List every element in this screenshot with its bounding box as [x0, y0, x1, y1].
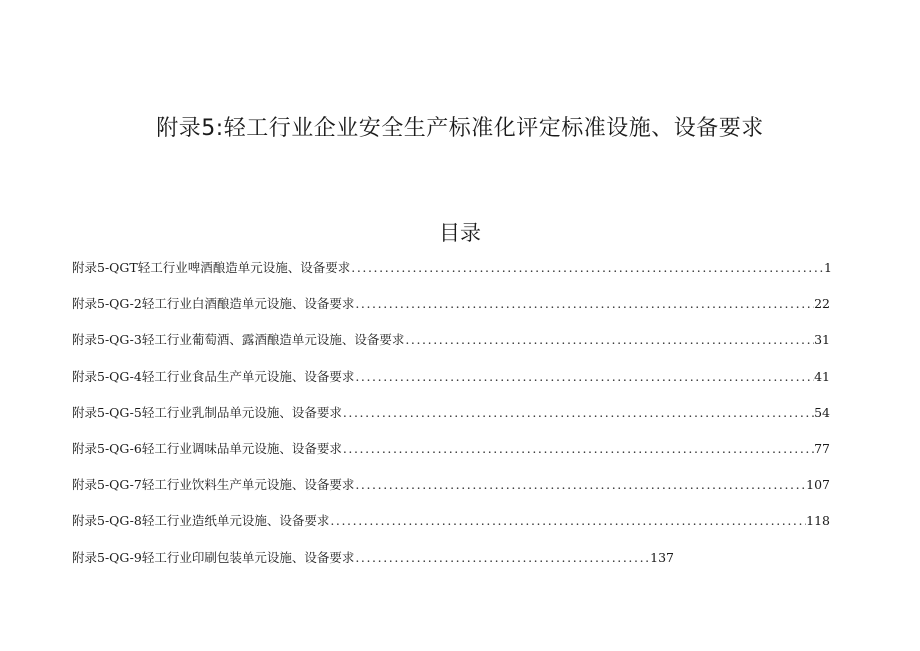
toc-page-number: 31 — [814, 332, 830, 348]
toc-page-number: 107 — [806, 477, 830, 493]
toc-page-number: 118 — [806, 513, 830, 529]
toc-entry-label: 附录5-QG-8轻工行业造纸单元设施、设备要求 — [72, 513, 330, 529]
toc-page-number: 54 — [814, 404, 830, 420]
dot-leader — [404, 330, 814, 350]
dot-leader — [329, 511, 806, 531]
toc-entry-7[interactable] — [72, 475, 830, 511]
toc-entry-label: 附录5-QG-7轻工行业饮料生产单元设施、设备要求 — [72, 477, 355, 493]
dot-leader — [342, 439, 814, 459]
table-of-contents — [72, 258, 832, 584]
toc-entry-label: 附录5-QG-4轻工行业食品生产单元设施、设备要求 — [72, 368, 355, 384]
dot-leader — [354, 548, 650, 568]
toc-entry-5[interactable] — [72, 403, 830, 439]
toc-page-number: 41 — [814, 368, 830, 384]
dot-leader — [354, 475, 806, 495]
toc-entry-2[interactable] — [72, 294, 830, 330]
document-title: 附录5:轻工行业企业安全生产标准化评定标准设施、设备要求 — [156, 116, 764, 141]
dot-leader — [354, 294, 814, 314]
dot-leader — [354, 367, 814, 387]
dot-leader — [350, 258, 824, 278]
toc-entry-label: 附录5-QG-3轻工行业葡萄酒、露酒酿造单元设施、设备要求 — [72, 332, 405, 348]
dot-leader — [342, 403, 814, 423]
toc-entry-9[interactable] — [72, 548, 674, 584]
toc-entry-label: 附录5-QG-5轻工行业乳制品单元设施、设备要求 — [72, 404, 342, 420]
toc-entry-6[interactable] — [72, 439, 830, 475]
toc-entry-3[interactable] — [72, 330, 830, 366]
toc-heading: 目录 — [439, 221, 481, 245]
toc-entry-4[interactable] — [72, 367, 830, 403]
toc-page-number: 22 — [814, 296, 830, 312]
toc-entry-label: 附录5-QG-6轻工行业调味品单元设施、设备要求 — [72, 440, 342, 456]
toc-page-number: 77 — [814, 440, 830, 456]
toc-entry-1[interactable] — [72, 258, 832, 294]
toc-entry-label: 附录5-QGT轻工行业啤酒酿造单元设施、设备要求 — [72, 260, 351, 275]
toc-page-number: 1 — [824, 260, 832, 275]
toc-entry-label: 附录5-QG-9轻工行业印刷包装单元设施、设备要求 — [72, 549, 355, 565]
toc-entry-8[interactable] — [72, 511, 830, 547]
toc-entry-label: 附录5-QG-2轻工行业白酒酿造单元设施、设备要求 — [72, 296, 355, 312]
toc-page-number: 137 — [650, 549, 674, 565]
